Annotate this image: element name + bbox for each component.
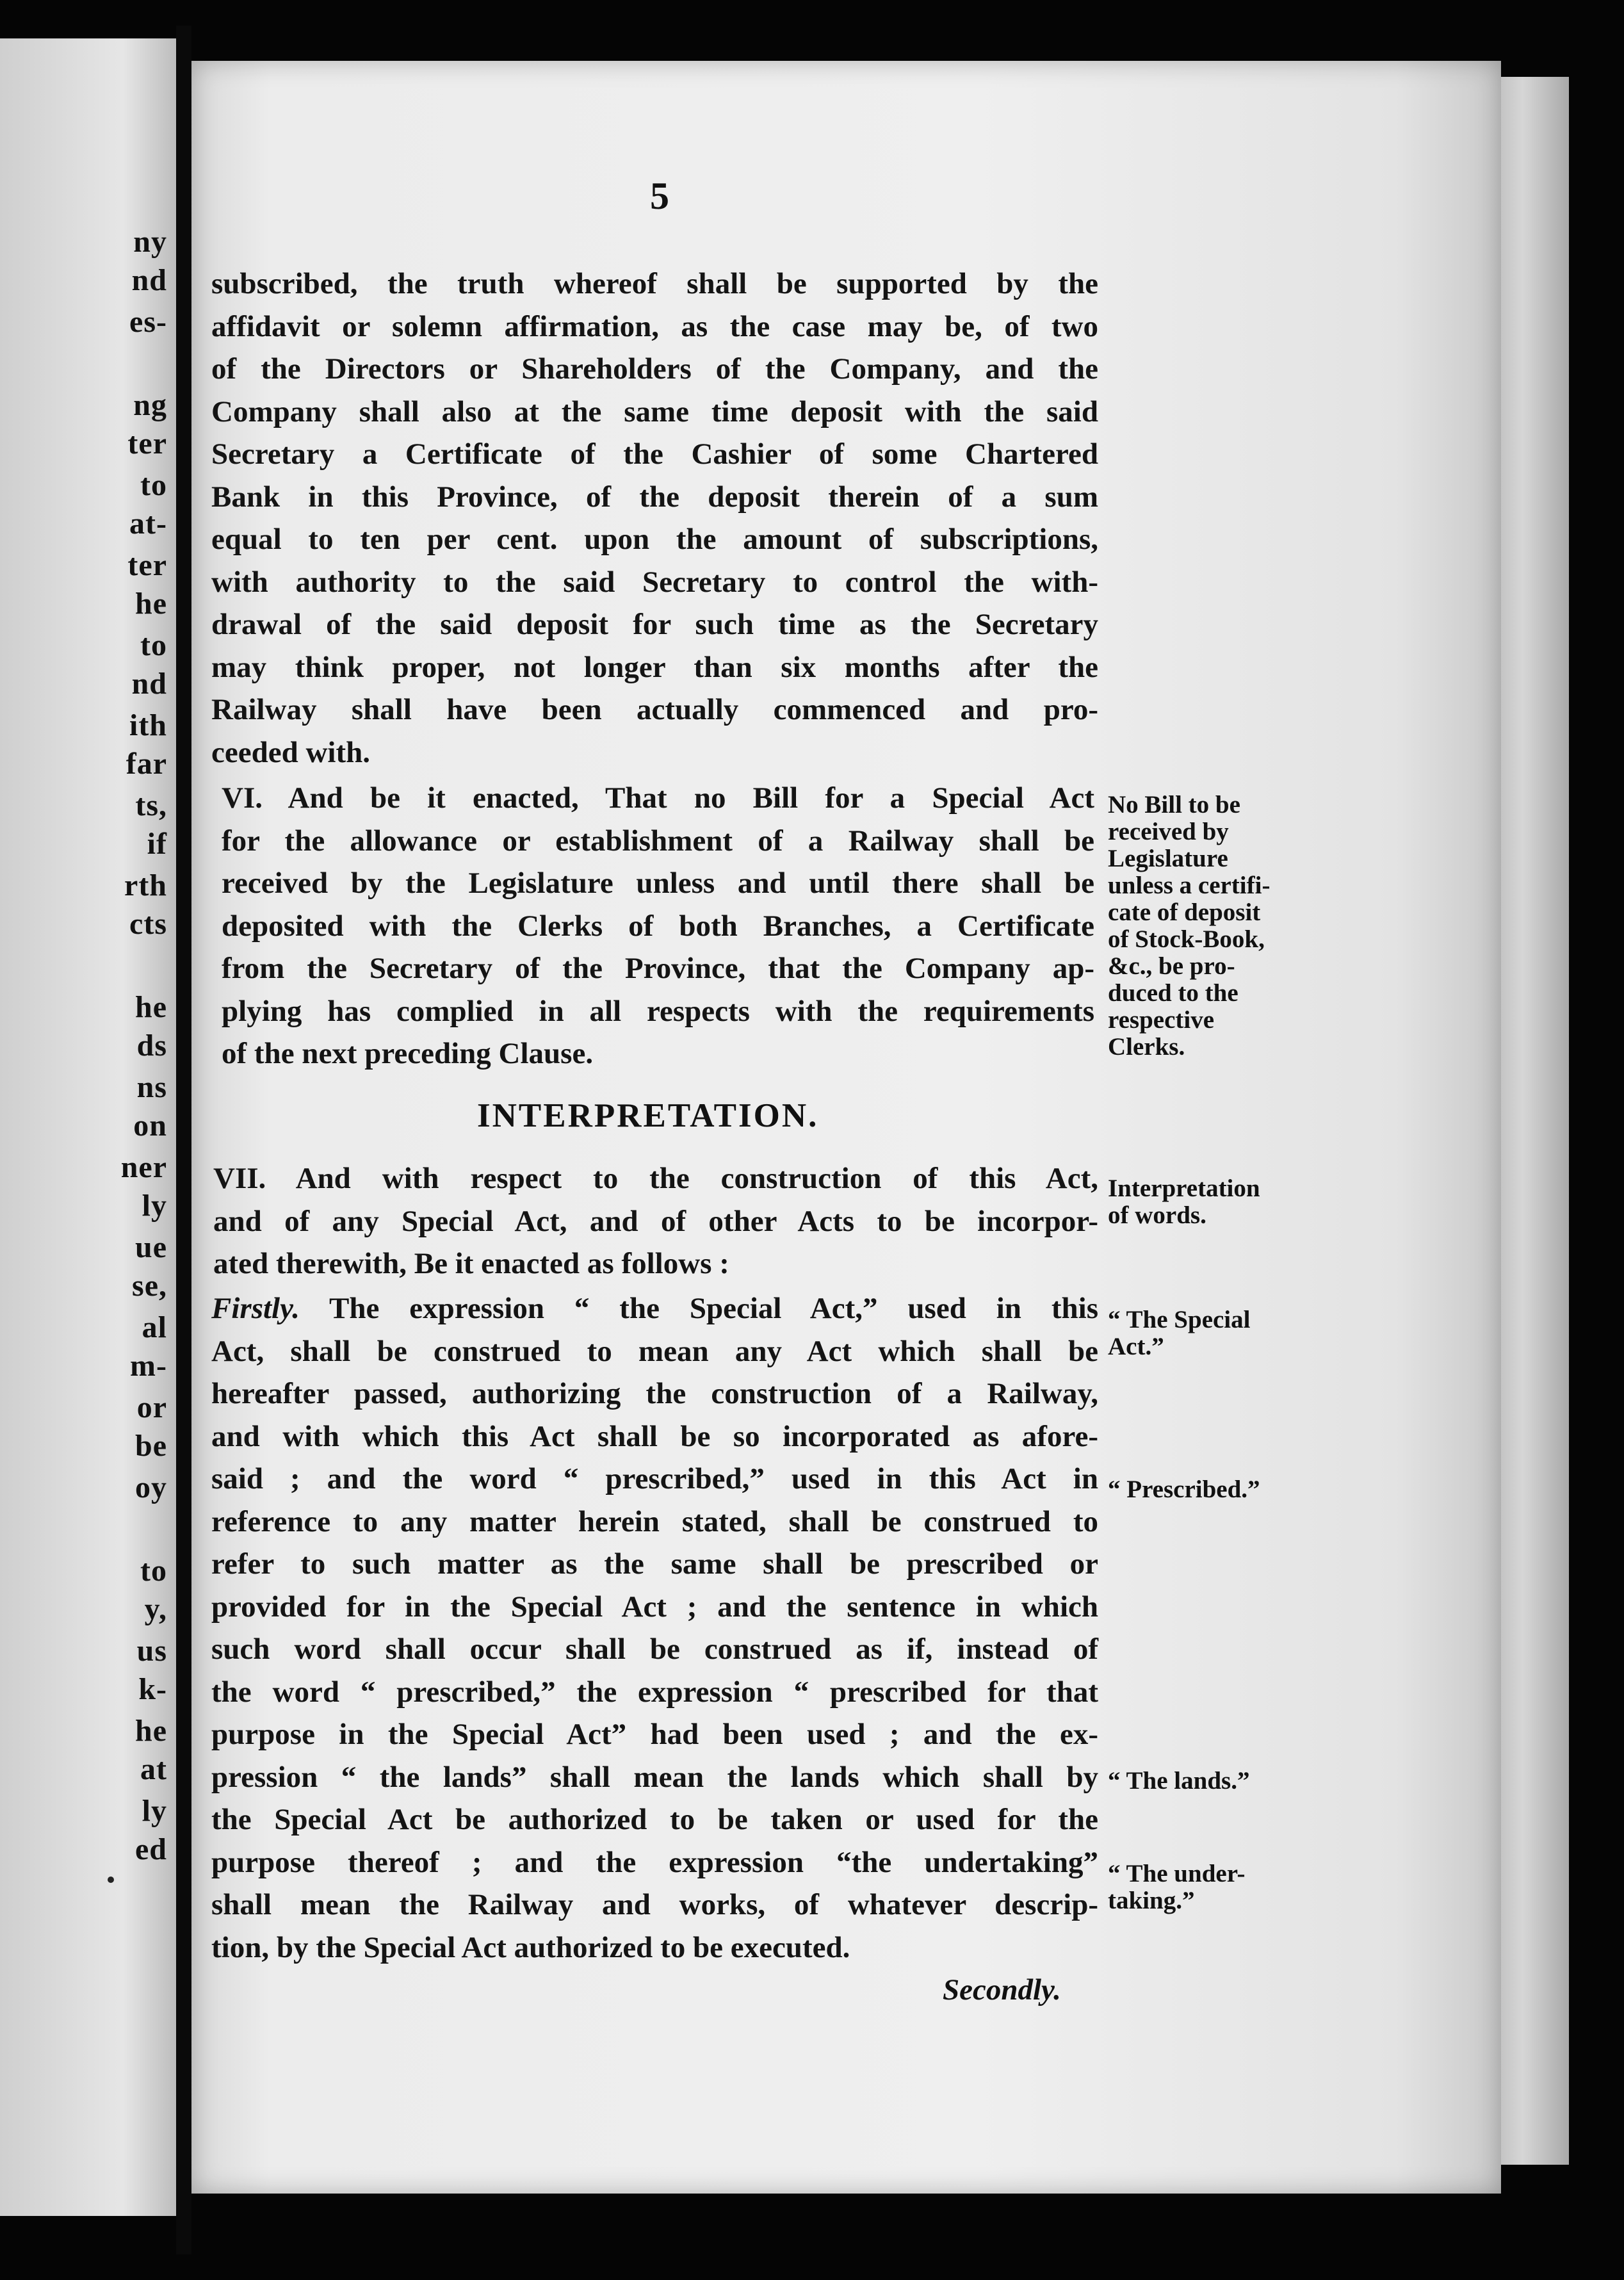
text-line: subscribed, the truth whereof shall be supported by the	[211, 267, 1098, 300]
text-line: plying has complied in all respects with the requirements	[222, 994, 1094, 1028]
facing-page-fragment: m-	[130, 1349, 167, 1383]
paragraph-section-vi	[222, 777, 1094, 1075]
facing-page-fragment: ds	[136, 1029, 167, 1063]
text-line: Company shall also at the same time deposit with the said	[211, 395, 1098, 428]
margin-note-line: cate of deposit	[1108, 899, 1261, 926]
facing-page-fragment: be	[135, 1429, 167, 1463]
facing-page-fragment: far	[126, 747, 167, 781]
margin-note-prescribed	[1108, 1476, 1260, 1503]
facing-page-fragment: rth	[124, 868, 167, 902]
facing-page-fragment: ed	[135, 1832, 167, 1866]
text-line: reference to any matter herein stated, shall be construed to	[211, 1504, 1098, 1538]
margin-note-line: taking.”	[1108, 1887, 1195, 1914]
facing-page-fragment: ner	[120, 1150, 167, 1184]
facing-page-fragment: se,	[132, 1269, 167, 1303]
margin-note-line: of words.	[1108, 1201, 1206, 1229]
margin-note-lands	[1108, 1768, 1249, 1795]
margin-note-line: Act.”	[1108, 1333, 1164, 1360]
text-line: received by the Legislature unless and until there shall be	[222, 867, 1094, 900]
facing-page-fragment: es-	[129, 305, 167, 339]
text-line: VI. And be it enacted, That no Bill for a Special Act	[222, 781, 1094, 815]
margin-note-line: “ The lands.”	[1108, 1767, 1250, 1795]
margin-note-line: respective	[1108, 1006, 1215, 1034]
margin-note-line: received by	[1108, 818, 1229, 845]
text-line: Bank in this Province, of the deposit therein of a sum	[211, 480, 1098, 514]
margin-note-line: duced to the	[1108, 979, 1238, 1007]
margin-note-line: “ The under-	[1108, 1860, 1246, 1887]
facing-page-fragment: or	[136, 1390, 167, 1424]
text-line: drawal of the said deposit for such time as the Secretary	[211, 608, 1098, 641]
margin-note-line: &c., be pro-	[1108, 952, 1235, 980]
facing-page-fragment: al	[142, 1310, 167, 1344]
facing-page-fragment: on	[133, 1109, 167, 1143]
facing-page-fragment: he	[135, 587, 167, 621]
text-line: equal to ten per cent. upon the amount of subscriptions,	[211, 523, 1098, 556]
margin-note-special-act	[1108, 1307, 1250, 1360]
facing-page-fragment: if	[147, 827, 167, 861]
text-line: ceeded with.	[211, 735, 371, 769]
margin-note-line: Interpretation	[1108, 1175, 1260, 1202]
facing-page-fragment: to	[140, 628, 167, 662]
book-gutter	[176, 26, 191, 2254]
margin-note-undertaking	[1108, 1861, 1246, 1914]
facing-page-fragment: k-	[138, 1672, 167, 1706]
text-line: Act, shall be construed to mean any Act which shall be	[211, 1334, 1098, 1368]
text-line: may think proper, not longer than six months after the	[211, 650, 1098, 684]
text-line: from the Secretary of the Province, that the Company ap-	[222, 952, 1094, 985]
facing-page-fragment: to	[140, 1554, 167, 1588]
margin-note-interpretation	[1108, 1175, 1260, 1229]
facing-page-fragment: ly	[142, 1189, 167, 1223]
text-line: tion, by the Special Act authorized to be executed.	[211, 1930, 850, 1964]
text-line: such word shall occur shall be construed as if, instead of	[211, 1633, 1098, 1666]
text-line: Railway shall have been actually commenced and pro-	[211, 693, 1098, 726]
facing-page-edge	[0, 38, 176, 2216]
facing-page-fragment: us	[136, 1634, 167, 1668]
ink-speck	[108, 1877, 114, 1883]
text-line: for the allowance or establishment of a Railway shall be	[222, 824, 1094, 858]
margin-note-line: “ The Special	[1108, 1306, 1251, 1333]
facing-page-fragment: ter	[127, 427, 167, 460]
facing-page-fragment: at	[140, 1752, 167, 1786]
text-line: deposited with the Clerks of both Branches, a Certificate	[222, 909, 1094, 943]
page-edge-stack	[1492, 77, 1569, 2165]
facing-page-fragment: to	[140, 468, 167, 502]
text-line: VII. And with respect to the construction of this Act,	[213, 1162, 1098, 1195]
facing-page-fragment: nd	[131, 263, 167, 297]
text-line: purpose in the Special Act” had been used ; and the ex-	[211, 1718, 1098, 1751]
text-line: and with which this Act shall be so incorporated as afore-	[211, 1419, 1098, 1453]
margin-note-line: unless a certifi-	[1108, 872, 1271, 899]
facing-page-fragment: cts	[129, 907, 167, 941]
text-line: Secretary a Certificate of the Cashier of some Chartered	[211, 437, 1098, 471]
facing-page-fragment: ly	[142, 1794, 167, 1828]
facing-page-fragment: nd	[131, 667, 167, 701]
text-line: of the next preceding Clause.	[222, 1037, 594, 1070]
facing-page-fragment: ng	[133, 388, 167, 422]
facing-page-fragment: ith	[129, 708, 167, 742]
paragraph-firstly	[211, 1287, 1098, 1969]
text-line: pression “ the lands” shall mean the lands which shall by	[211, 1760, 1098, 1794]
margin-note-line: of Stock-Book,	[1108, 925, 1265, 953]
text-line: affidavit or solemn affirmation, as the case may be, of two	[211, 309, 1098, 343]
text-line: provided for in the Special Act ; and the sentence in which	[211, 1590, 1098, 1624]
paragraph-deposit	[211, 263, 1098, 774]
text-line: the Special Act be authorized to be taken or used for the	[211, 1803, 1098, 1836]
paragraph-section-vii	[213, 1157, 1098, 1285]
catchword: Secondly.	[943, 1973, 1061, 2007]
facing-page-fragment: he	[135, 1714, 167, 1748]
facing-page-fragment: ue	[135, 1230, 167, 1264]
margin-note-line: Clerks.	[1108, 1033, 1185, 1061]
facing-page-fragment: ns	[136, 1070, 167, 1104]
margin-note-line: Legislature	[1108, 845, 1228, 872]
text-line: of the Directors or Shareholders of the Company, and the	[211, 352, 1098, 386]
text-line: with authority to the said Secretary to control the with-	[211, 565, 1098, 599]
text-line: hereafter passed, authorizing the construction of a Railway,	[211, 1377, 1098, 1410]
margin-note-line: No Bill to be	[1108, 791, 1240, 818]
text-line: Firstly. The expression “ the Special Act,” used in this	[211, 1292, 1098, 1325]
text-line: ated therewith, Be it enacted as follows :	[213, 1247, 729, 1280]
facing-page-fragment: he	[135, 990, 167, 1024]
text-line: shall mean the Railway and works, of whatever descrip-	[211, 1888, 1098, 1921]
facing-page-fragment: at-	[129, 507, 167, 541]
section-heading: INTERPRETATION.	[477, 1097, 819, 1134]
margin-note-no-bill	[1108, 792, 1270, 1061]
facing-page-fragment: ny	[133, 225, 167, 259]
text-line: said ; and the word “ prescribed,” used in this Act in	[211, 1462, 1098, 1495]
facing-page-fragment: ter	[127, 548, 167, 582]
margin-note-line: “ Prescribed.”	[1108, 1476, 1260, 1503]
page-number: 5	[650, 175, 669, 217]
text-line: the word “ prescribed,” the expression “ prescribed for that	[211, 1675, 1098, 1709]
facing-page-fragment: y,	[144, 1592, 167, 1626]
text-line: refer to such matter as the same shall be prescribed or	[211, 1547, 1098, 1581]
facing-page-fragment: ts,	[135, 788, 167, 822]
text-line: and of any Special Act, and of other Acts to be incorpor-	[213, 1204, 1098, 1238]
facing-page-fragment: oy	[135, 1470, 167, 1504]
text-line: purpose thereof ; and the expression “the undertaking”	[211, 1845, 1098, 1879]
